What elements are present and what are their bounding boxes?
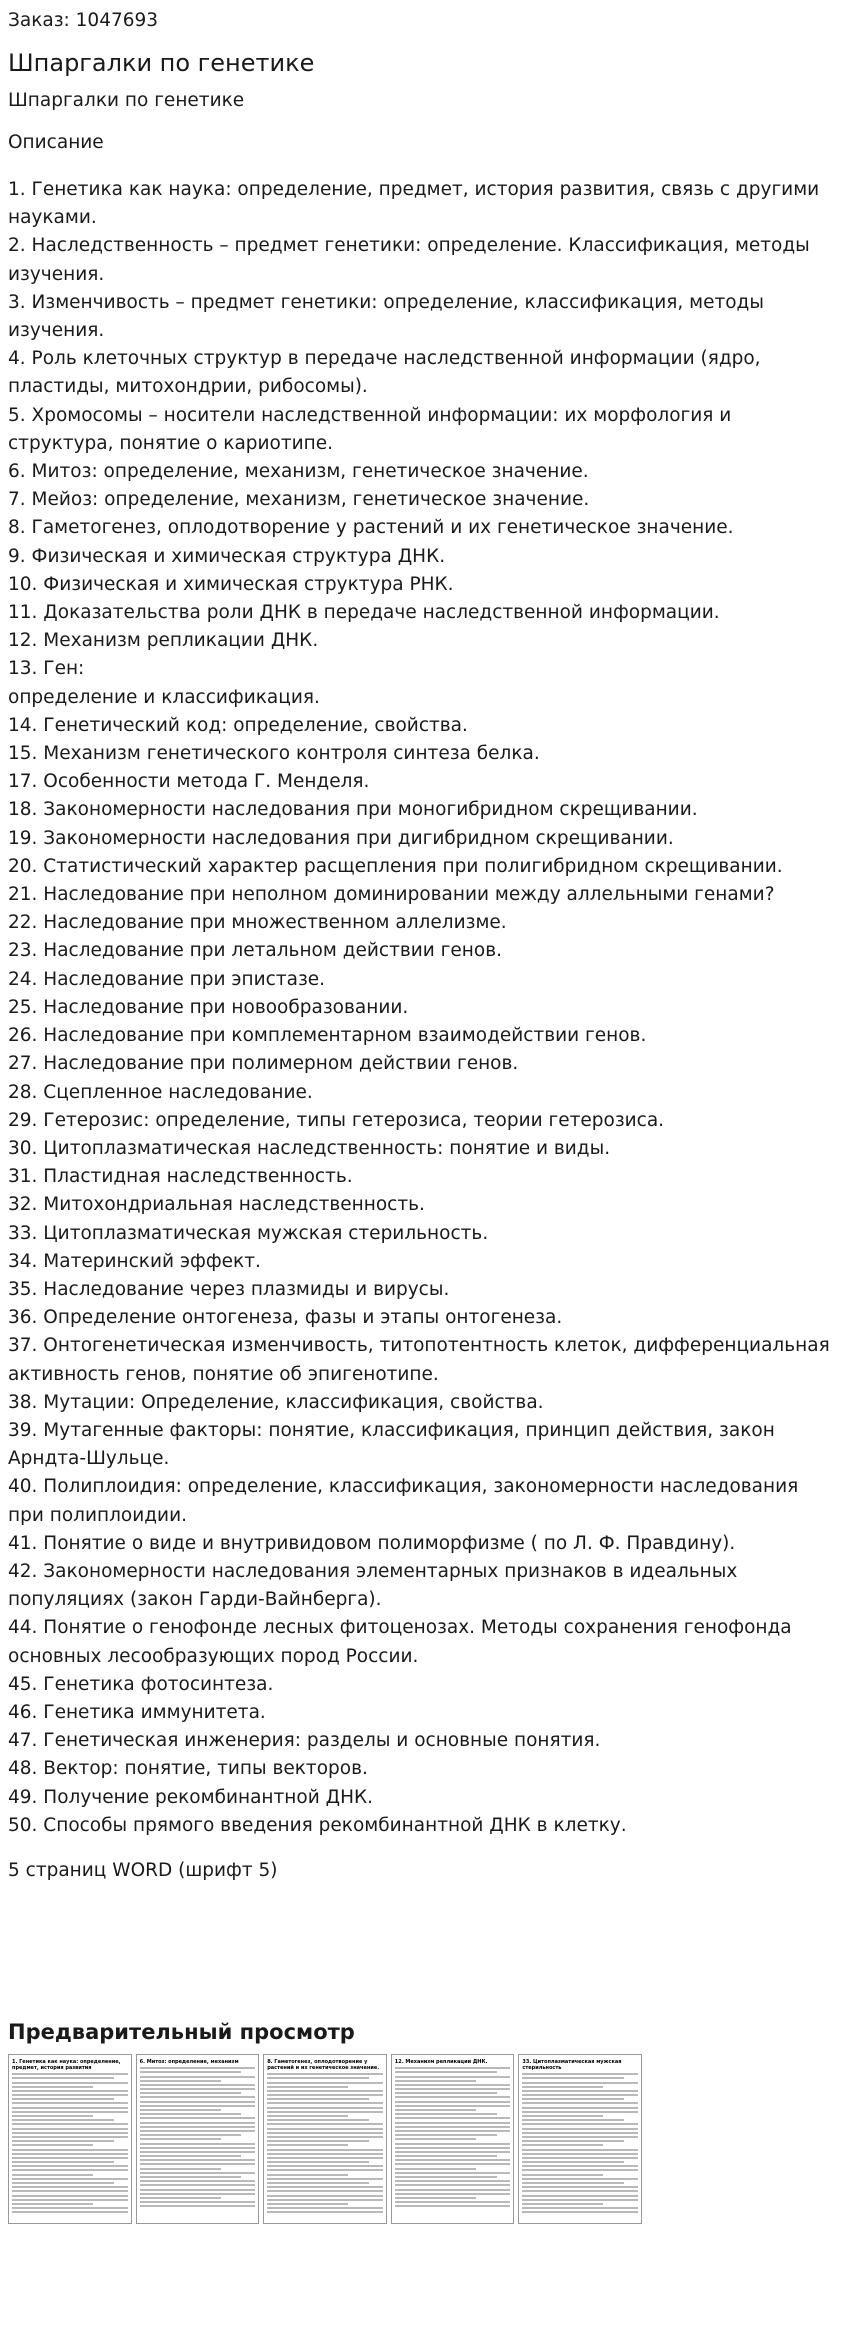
- preview-text-line: [12, 2082, 128, 2084]
- preview-text-line: [522, 2090, 638, 2092]
- preview-text-line: [140, 2147, 256, 2149]
- preview-text-line: [267, 2199, 383, 2201]
- preview-text-line: [395, 2130, 511, 2132]
- preview-text-line: [140, 2076, 256, 2078]
- preview-text-line: [12, 2090, 128, 2092]
- list-item: 24. Наследование при эпистазе.: [8, 968, 326, 990]
- preview-text-line: [140, 2184, 256, 2186]
- preview-text-line: [267, 2144, 348, 2146]
- preview-text-line: [12, 2153, 128, 2155]
- preview-text-line: [522, 2211, 638, 2213]
- preview-text-line: [522, 2077, 624, 2079]
- preview-text-line: [267, 2161, 369, 2163]
- preview-text-line: [140, 2138, 221, 2140]
- preview-text-line: [267, 2123, 383, 2125]
- preview-text-line: [395, 2080, 476, 2082]
- preview-text-line: [522, 2153, 638, 2155]
- preview-text-line: [522, 2094, 638, 2096]
- preview-text-line: [12, 2073, 128, 2075]
- preview-text-line: [395, 2147, 511, 2149]
- preview-text-line: [140, 2168, 221, 2170]
- preview-text-line: [140, 2101, 256, 2103]
- list-item: 37. Онтогенетическая изменчивость, титопотентность клеток, дифференциальная активность генов, понятие об эпигенотипе.: [8, 1335, 830, 1385]
- preview-text-line: [395, 2071, 497, 2073]
- preview-text-line: [12, 2195, 128, 2197]
- preview-text-line: [522, 2111, 638, 2113]
- preview-text-line: [395, 2096, 511, 2098]
- list-item: 26. Наследование при комплементарном взаимодействии генов.: [8, 1025, 647, 1047]
- preview-text-line: [140, 2088, 256, 2090]
- preview-text-line: [522, 2161, 624, 2163]
- list-item: 7. Мейоз: определение, механизм, генетическое значение.: [8, 489, 590, 511]
- list-item: 6. Митоз: определение, механизм, генетическое значение.: [8, 461, 589, 483]
- preview-text-line: [267, 2107, 383, 2109]
- list-item: 1. Генетика как наука: определение, предмет, история развития, связь с другими науками.: [8, 179, 820, 229]
- preview-text-line: [522, 2169, 638, 2171]
- preview-text-line: [267, 2090, 383, 2092]
- preview-text-line: [267, 2102, 383, 2104]
- list-item: 38. Мутации: Определение, классификация, свойства.: [8, 1391, 544, 1413]
- list-item: 15. Механизм генетического контроля синтеза белка.: [8, 743, 540, 765]
- list-item: 20. Статистический характер расщепления при полигибридном скрещивании.: [8, 855, 783, 877]
- list-item: 10. Физическая и химическая структура РНК.: [8, 573, 454, 595]
- preview-text-line: [395, 2122, 511, 2124]
- preview-text-line: [267, 2073, 383, 2075]
- preview-text-line: [522, 2098, 624, 2100]
- preview-text-line: [12, 2169, 128, 2171]
- preview-text-line: [12, 2144, 93, 2146]
- preview-text-line: [395, 2101, 511, 2103]
- preview-text-line: [12, 2157, 128, 2159]
- preview-text-line: [395, 2134, 497, 2136]
- list-item: 31. Пластидная наследственность.: [8, 1166, 353, 1188]
- preview-page[interactable]: [518, 2054, 642, 2224]
- preview-page[interactable]: [391, 2054, 515, 2224]
- preview-text-line: [267, 2190, 383, 2192]
- list-item: 32. Митохондриальная наследственность.: [8, 1194, 425, 1216]
- preview-text-line: [12, 2094, 128, 2096]
- preview-text-line: [395, 2205, 511, 2207]
- preview-text-line: [522, 2165, 638, 2167]
- list-item: 35. Наследование через плазмиды и вирусы.: [8, 1278, 450, 1300]
- list-item: 36. Определение онтогенеза, фазы и этапы онтогенеза.: [8, 1307, 563, 1329]
- preview-page-heading: 12. Механизм репликации ДНК.: [394, 2058, 488, 2065]
- preview-text-line: [140, 2189, 256, 2191]
- preview-text-line: [522, 2190, 638, 2192]
- preview-text-line: [267, 2165, 383, 2167]
- preview-text-line: [12, 2140, 114, 2142]
- preview-text-line: [12, 2203, 93, 2205]
- preview-text-line: [395, 2113, 497, 2115]
- preview-page-heading: 6. Митоз: определение, механизм: [139, 2058, 239, 2065]
- preview-text-line: [522, 2132, 638, 2134]
- list-item: 14. Генетический код: определение, свойства.: [8, 714, 468, 736]
- list-item: 12. Механизм репликации ДНК.: [8, 630, 319, 652]
- preview-text-line: [12, 2161, 114, 2163]
- list-item: 21. Наследование при неполном доминировании между аллельными генами?: [8, 884, 775, 906]
- list-item: 2. Наследственность – предмет генетики: определение. Классификация, методы изучения.: [8, 235, 810, 285]
- preview-text-line: [140, 2126, 256, 2128]
- preview-text-line: [140, 2105, 256, 2107]
- preview-text-line: [395, 2155, 497, 2157]
- preview-text-line: [395, 2117, 511, 2119]
- preview-text-line: [12, 2102, 128, 2104]
- preview-text-line: [12, 2136, 128, 2138]
- preview-text-line: [395, 2168, 476, 2170]
- preview-text-line: [267, 2207, 383, 2209]
- preview-page-heading: 33. Цитоплазматическая мужская стерильность: [522, 2058, 622, 2071]
- preview-text-line: [395, 2088, 511, 2090]
- preview-text-line: [12, 2077, 114, 2079]
- preview-text-line: [12, 2149, 128, 2151]
- list-item: 48. Вектор: понятие, типы векторов.: [8, 1758, 368, 1780]
- preview-text-line: [267, 2186, 383, 2188]
- preview-text-line: [12, 2182, 114, 2184]
- list-item: 40. Полиплоидия: определение, классификация, закономерности наследования при полиплоидии.: [8, 1476, 799, 1526]
- preview-text-line: [140, 2143, 256, 2145]
- preview-text-line: [140, 2071, 242, 2073]
- preview-text-line: [522, 2115, 603, 2117]
- list-item: 34. Материнский эффект.: [8, 1250, 261, 1272]
- preview-text-line: [12, 2186, 128, 2188]
- list-item: 42. Закономерности наследования элементарных признаков в идеальных популяциях (закон Гарди-Вайнберга).: [8, 1560, 738, 1611]
- preview-text-line: [267, 2115, 348, 2117]
- list-item: 22. Наследование при множественном аллелизме.: [8, 912, 507, 934]
- description-label: Описание: [8, 132, 104, 153]
- preview-text-line: [395, 2143, 511, 2145]
- preview-text-line: [267, 2136, 383, 2138]
- preview-text-line: [140, 2205, 256, 2207]
- preview-title: Предварительный просмотр: [8, 2019, 355, 2044]
- preview-strip[interactable]: [8, 2054, 642, 2224]
- list-item: 4. Роль клеточных структур в передаче наследственной информации (ядро, пластиды, митохондрии, рибосомы).: [8, 348, 761, 398]
- preview-page[interactable]: [136, 2054, 260, 2224]
- list-item: 39. Мутагенные факторы: понятие, классификация, принцип действия, закон Арндта-Шульце.: [8, 1419, 775, 1470]
- list-item: 27. Наследование при полимерном действии генов.: [8, 1053, 519, 1075]
- preview-text-line: [140, 2180, 256, 2182]
- preview-text-line: [267, 2119, 369, 2121]
- preview-text-line: [267, 2203, 348, 2205]
- preview-text-line: [140, 2067, 256, 2069]
- preview-text-line: [267, 2174, 348, 2176]
- list-item: 23. Наследование при летальном действии генов.: [8, 940, 502, 962]
- preview-text-line: [140, 2163, 256, 2165]
- preview-text-line: [140, 2176, 242, 2178]
- preview-text-line: [140, 2096, 256, 2098]
- preview-text-line: [140, 2201, 256, 2203]
- preview-text-line: [395, 2105, 511, 2107]
- preview-text-line: [267, 2082, 383, 2084]
- preview-text-line: [395, 2176, 497, 2178]
- preview-text-line: [395, 2197, 476, 2199]
- preview-text-line: [395, 2092, 497, 2094]
- preview-text-line: [267, 2211, 383, 2213]
- preview-text-line: [267, 2140, 369, 2142]
- preview-text-line: [12, 2190, 128, 2192]
- list-item: 47. Генетическая инженерия: разделы и основные понятия.: [8, 1730, 601, 1752]
- preview-text-line: [522, 2128, 638, 2130]
- list-item: 18. Закономерности наследования при моногибридном скрещивании.: [8, 799, 698, 821]
- list-item: 33. Цитоплазматическая мужская стерильность.: [8, 1222, 489, 1244]
- preview-text-line: [12, 2199, 128, 2201]
- topic-list: [8, 176, 839, 1840]
- preview-text-line: [395, 2138, 476, 2140]
- page-subtitle: Шпаргалки по генетике: [8, 90, 245, 111]
- preview-page[interactable]: [263, 2054, 387, 2224]
- list-item: 29. Гетерозис: определение, типы гетерозиса, теории гетерозиса.: [8, 1109, 665, 1131]
- preview-text-line: [12, 2211, 128, 2213]
- preview-text-line: [395, 2109, 476, 2111]
- preview-page-heading: 1. Генетика как наука: определение, предмет, история развития: [12, 2058, 121, 2071]
- list-item: 28. Сцепленное наследование.: [8, 1081, 313, 1103]
- preview-text-line: [140, 2130, 256, 2132]
- list-item: 19. Закономерности наследования при дигибридном скрещивании.: [8, 827, 674, 849]
- preview-text-line: [267, 2132, 383, 2134]
- preview-text-line: [140, 2151, 256, 2153]
- preview-text-line: [12, 2115, 93, 2117]
- preview-text-line: [12, 2107, 128, 2109]
- preview-text-line: [522, 2186, 638, 2188]
- preview-text-line: [522, 2107, 638, 2109]
- preview-text-line: [395, 2076, 511, 2078]
- preview-text-line: [12, 2128, 128, 2130]
- preview-text-line: [12, 2207, 128, 2209]
- preview-text-line: [12, 2178, 128, 2180]
- list-item: 13. Ген:: [8, 658, 85, 680]
- preview-text-line: [267, 2111, 383, 2113]
- preview-text-line: [12, 2123, 128, 2125]
- list-item: 8. Гаметогенез, оплодотворение у растений и их генетическое значение.: [8, 517, 734, 539]
- preview-text-line: [12, 2098, 114, 2100]
- preview-text-line: [522, 2182, 624, 2184]
- preview-text-line: [522, 2082, 638, 2084]
- preview-text-line: [395, 2084, 511, 2086]
- preview-text-line: [522, 2136, 638, 2138]
- preview-text-line: [140, 2193, 256, 2195]
- preview-text-line: [267, 2077, 369, 2079]
- preview-text-line: [395, 2180, 511, 2182]
- preview-text-line: [522, 2073, 638, 2075]
- preview-text-line: [267, 2157, 383, 2159]
- list-item: 44. Понятие о генофонде лесных фитоценозах. Методы сохранения генофонда основных лесообразующих пород России.: [8, 1617, 792, 1667]
- list-item: 9. Физическая и химическая структура ДНК.: [8, 545, 446, 567]
- list-item: 50. Способы прямого введения рекомбинантной ДНК в клетку.: [8, 1814, 627, 1836]
- pages-note: 5 страниц WORD (шрифт 5): [8, 1859, 278, 1881]
- preview-text-line: [522, 2123, 638, 2125]
- preview-text-line: [522, 2140, 624, 2142]
- preview-text-line: [267, 2178, 383, 2180]
- preview-text-line: [522, 2195, 638, 2197]
- preview-text-line: [140, 2080, 221, 2082]
- preview-page[interactable]: [8, 2054, 132, 2224]
- preview-text-line: [522, 2144, 603, 2146]
- preview-text-line: [395, 2189, 511, 2191]
- page-title: Шпаргалки по генетике: [8, 49, 315, 77]
- list-item: 3. Изменчивость – предмет генетики: определение, классификация, методы изучения.: [8, 291, 764, 342]
- preview-text-line: [140, 2122, 256, 2124]
- preview-text-line: [140, 2117, 256, 2119]
- preview-text-line: [267, 2182, 369, 2184]
- preview-text-line: [140, 2134, 242, 2136]
- preview-text-line: [140, 2159, 256, 2161]
- preview-text-line: [267, 2086, 348, 2088]
- preview-text-line: [395, 2201, 511, 2203]
- preview-text-line: [140, 2113, 242, 2115]
- list-item: 45. Генетика фотосинтеза.: [8, 1673, 274, 1695]
- list-item: 46. Генетика иммунитета.: [8, 1701, 266, 1723]
- list-item: 41. Понятие о виде и внутривидовом полиморфизме ( по Л. Ф. Правдину).: [8, 1532, 736, 1554]
- preview-text-line: [395, 2067, 511, 2069]
- preview-text-line: [12, 2086, 93, 2088]
- preview-page-heading: 8. Гаметогенез, оплодотворение у растений и их генетическое значение.: [267, 2058, 380, 2071]
- preview-text-line: [140, 2172, 256, 2174]
- list-item: определение и классификация.: [8, 686, 320, 708]
- preview-text-line: [12, 2119, 114, 2121]
- preview-text-line: [522, 2174, 603, 2176]
- preview-text-line: [140, 2197, 221, 2199]
- list-item: 49. Получение рекомбинантной ДНК.: [8, 1786, 374, 1808]
- preview-text-line: [395, 2184, 511, 2186]
- preview-text-line: [522, 2119, 624, 2121]
- preview-text-line: [395, 2193, 511, 2195]
- preview-text-line: [267, 2153, 383, 2155]
- preview-text-line: [12, 2111, 128, 2113]
- preview-text-line: [522, 2102, 638, 2104]
- order-number: Заказ: 1047693: [8, 10, 159, 31]
- preview-text-line: [522, 2199, 638, 2201]
- preview-text-line: [395, 2172, 511, 2174]
- preview-text-line: [395, 2126, 511, 2128]
- preview-text-line: [267, 2094, 383, 2096]
- preview-text-line: [522, 2086, 603, 2088]
- preview-text-line: [12, 2165, 128, 2167]
- list-item: 11. Доказательства роли ДНК в передаче наследственной информации.: [8, 602, 720, 624]
- preview-text-line: [267, 2128, 383, 2130]
- list-item: 17. Особенности метода Г. Менделя.: [8, 771, 370, 793]
- preview-text-line: [267, 2169, 383, 2171]
- preview-text-line: [522, 2178, 638, 2180]
- preview-text-line: [140, 2155, 242, 2157]
- preview-text-line: [140, 2092, 242, 2094]
- preview-text-line: [522, 2203, 603, 2205]
- preview-text-line: [522, 2207, 638, 2209]
- list-item: 5. Хромосомы – носители наследственной информации: их морфология и структура, понятие о кариотипе.: [8, 404, 732, 454]
- preview-text-line: [267, 2098, 369, 2100]
- preview-text-line: [12, 2132, 128, 2134]
- preview-text-line: [12, 2174, 93, 2176]
- list-item: 30. Цитоплазматическая наследственность: понятие и виды.: [8, 1137, 611, 1159]
- preview-text-line: [140, 2084, 256, 2086]
- preview-text-line: [267, 2195, 383, 2197]
- list-item: 25. Наследование при новообразовании.: [8, 996, 409, 1018]
- preview-text-line: [522, 2149, 638, 2151]
- preview-text-line: [522, 2157, 638, 2159]
- preview-text-line: [395, 2151, 511, 2153]
- preview-text-line: [140, 2109, 221, 2111]
- preview-text-line: [395, 2163, 511, 2165]
- preview-text-line: [395, 2159, 511, 2161]
- preview-text-line: [267, 2149, 383, 2151]
